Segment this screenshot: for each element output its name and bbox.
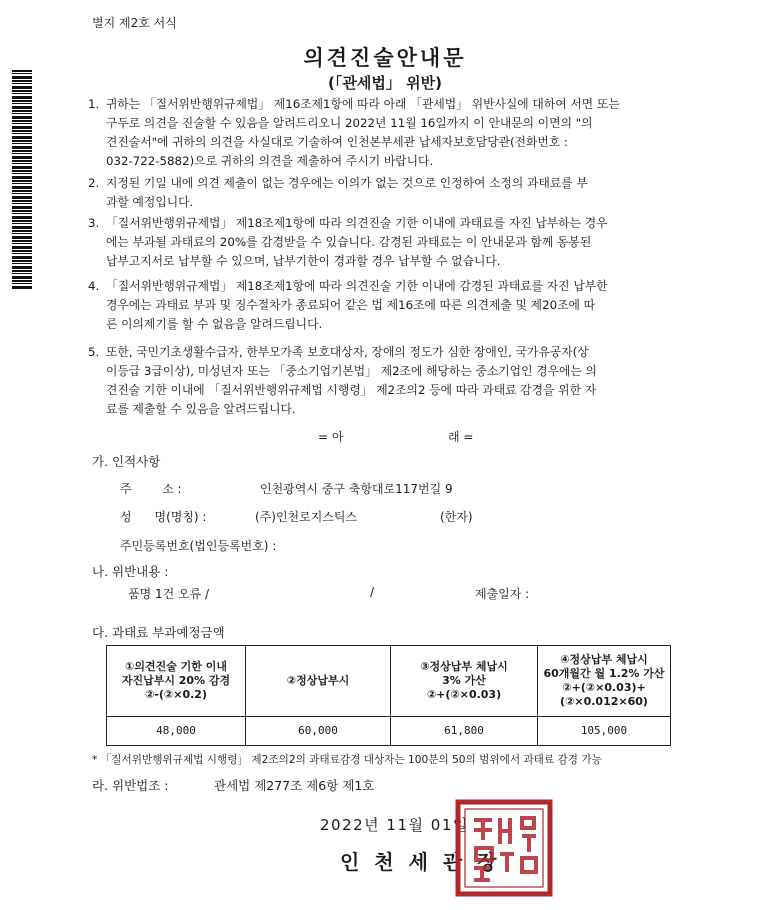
item-separator: / <box>370 585 375 599</box>
paragraph-line: 지정된 기일 내에 의견 제출이 없는 경우에는 이의가 없는 것으로 인정하여 소정의 과태료를 부 <box>106 176 588 190</box>
paragraph-line: 경우에는 과태료 부과 및 징수절차가 종료되어 같은 법 제16조에 따른 의견제출 및 제20조에 따 <box>106 298 596 312</box>
fine-header-early-payment <box>107 646 246 717</box>
fine-header-late-3pct <box>391 646 538 717</box>
fine-value-late-3pct: 61,800 <box>391 717 538 746</box>
fine-value-early-payment: 48,000 <box>107 717 246 746</box>
fine-value-late-60months: 105,000 <box>538 717 671 746</box>
paragraph-number: 3. <box>88 216 100 230</box>
paragraph-line: 또한, 국민기초생활수급자, 한부모가족 보호대상자, 장애의 정도가 심한 장애인, 국가유공자(상 <box>106 345 589 359</box>
fine-header-1-line-3: ②-(②×0.2) <box>145 688 207 701</box>
notice-paragraph <box>88 343 691 419</box>
issuer-name: 인 천 세 관 장 <box>340 850 501 874</box>
page-subtitle: (「관세법」 위반) <box>328 74 442 92</box>
paragraph-line: 구두로 의견을 진술할 수 있음을 알려드리오니 2022년 11월 16일까지 이 안내문의 이면의 "의 <box>106 116 593 130</box>
section-law-value: 관세법 제277조 제6항 제1호 <box>214 778 375 793</box>
section-law-label: 라. 위반법조 : <box>92 778 169 793</box>
section-violation: 나. 위반내용 : <box>92 564 169 579</box>
official-seal-icon <box>452 796 556 900</box>
paragraph-line: 이등급 3급이상), 미성년자 또는 「중소기업기본법」 제2조에 해당하는 중소기업인 경우에는 의 <box>106 364 597 378</box>
paragraph-line: 견진술 기한 이내에 「질서위반행위규제법 시행령」 제2조의2 등에 따라 과태료 감경을 위한 자 <box>106 383 597 397</box>
fine-header-3-line-3: ②+(②×0.03) <box>426 688 502 701</box>
issue-date: 2022년 11월 01일 <box>320 816 469 834</box>
fine-table <box>106 645 671 746</box>
registration-number-label: 주민등록번호(법인등록번호) : <box>120 539 277 553</box>
notice-paragraph <box>88 214 691 271</box>
paragraph-line: 귀하는 「질서위반행위규제법」 제16조제1항에 따라 아래 「관세법」 위반사실에 대하여 서면 또는 <box>106 97 620 111</box>
paragraph-number: 2. <box>88 176 100 190</box>
notice-paragraph <box>88 95 691 171</box>
address-value: 인천광역시 중구 축항대로117번길 9 <box>260 482 453 496</box>
fine-header-2-line-1: ②정상납부시 <box>286 674 350 687</box>
section-personal-info: 가. 인적사항 <box>92 454 161 469</box>
paragraph-number: 5. <box>88 345 100 359</box>
fine-table-header-row <box>107 646 671 717</box>
below-marker-right: 래 = <box>448 430 474 444</box>
barcode <box>12 70 32 290</box>
section-fine-amount: 다. 과태료 부과예정금액 <box>92 625 225 640</box>
paragraph-line: 른 이의제기를 할 수 없음을 알려드립니다. <box>106 317 323 331</box>
hanja-label: (한자) <box>440 510 473 524</box>
name-value: (주)인천로지스틱스 <box>255 510 358 524</box>
paragraph-line: 과할 예정입니다. <box>106 195 194 209</box>
footnote: * 「질서위반행위규제법 시행령」 제2조의2의 과태료감경 대상자는 100분의 50의 범위에서 과태료 감경 가능 <box>92 754 602 766</box>
fine-header-4-line-3: ②+(②×0.03)+(②×0.012×60) <box>560 681 648 708</box>
item-label: 품명 1건 오류 / <box>128 587 210 601</box>
name-label: 성 명(명칭) : <box>120 510 207 524</box>
paragraph-number: 4. <box>88 279 100 293</box>
fine-header-1-line-2: 자진납부시 20% 감경 <box>121 674 231 687</box>
fine-header-3-line-1: ③정상납부 체납시 <box>420 660 508 673</box>
page-title: 의견진술안내문 <box>303 46 467 70</box>
fine-header-late-60months <box>538 646 671 717</box>
fine-header-4-line-1: ④정상납부 체납시 <box>560 653 648 666</box>
fine-table-value-row <box>107 717 671 746</box>
paragraph-line: 에는 부과될 과태료의 20%를 감경받을 수 있습니다. 감경된 과태료는 이 안내문과 함께 동봉된 <box>106 235 592 249</box>
fine-value-normal-payment: 60,000 <box>246 717 391 746</box>
fine-header-3-line-2: 3% 가산 <box>442 674 486 687</box>
paragraph-line: 견진술서"에 귀하의 의견을 사실대로 기술하여 인천본부세관 납세자보호담당관(전화번호 : <box>106 135 568 149</box>
fine-header-4-line-2: 60개월간 월 1.2% 가산 <box>543 667 665 680</box>
below-marker-left: = 아 <box>318 430 344 444</box>
notice-paragraph <box>88 277 691 334</box>
fine-header-1-line-1: ①의견진술 기한 이내 <box>125 660 227 673</box>
paragraph-line: 032-722-5882)으로 귀하의 의견을 제출하여 주시기 바랍니다. <box>106 154 434 168</box>
paragraph-line: 「질서위반행위규제법」 제18조제1항에 따라 의견진술 기한 이내에 과태료를 자진 납부하는 경우 <box>106 216 608 230</box>
paragraph-number: 1. <box>88 97 100 111</box>
notice-paragraph <box>88 174 691 212</box>
form-label: 별지 제2호 서식 <box>92 16 177 30</box>
paragraph-line: 「질서위반행위규제법」 제18조제1항에 따라 의견진술 기한 이내에 감경된 과태료를 자진 납부한 <box>106 279 608 293</box>
paragraph-line: 료를 제출할 수 있음을 알려드립니다. <box>106 402 296 416</box>
submit-date-label: 제출일자 : <box>475 587 530 601</box>
address-label: 주 소 : <box>120 482 182 496</box>
fine-header-normal-payment <box>246 646 391 717</box>
paragraph-line: 납부고지서로 납부할 수 있으며, 납부기한이 경과할 경우 납부할 수 없습니다. <box>106 254 501 268</box>
